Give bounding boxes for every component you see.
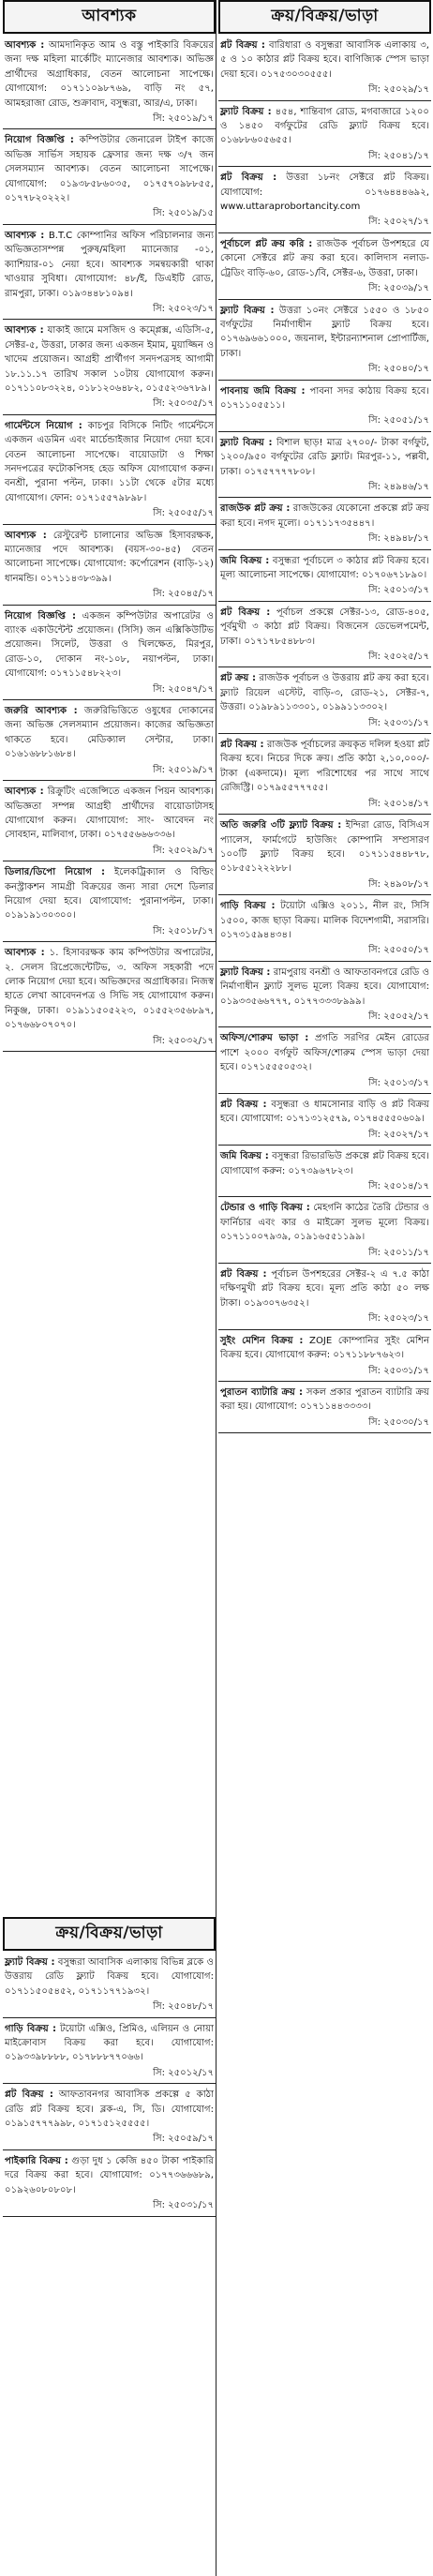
ad-body: টয়োটা এক্সিও, প্রিমিও, এলিয়ন ও নোয়া মাইক্রোবাস বিক্রয় করা হবে। যোগাযোগ: ০১৯৩৩৯৮৮৮৮, ০১৭৮৮৮৭৭০৬৬। [5, 2023, 214, 2063]
ad-separator [3, 128, 216, 129]
classified-ad [3, 527, 216, 603]
ad-reference-code: সি: ২৫০৩২/১৭ [153, 1035, 214, 1046]
ad-reference-code: সি: ২৪৯০৮/১৭ [368, 878, 429, 890]
ad-separator [218, 1329, 431, 1330]
ad-separator [218, 733, 431, 734]
ad-body: একজন কম্পিউটার অপারেটর ও ব্যাংক একাউন্টেন্ট প্রয়োজন। (সিসি) জন এক্সিকিউটিভ প্রয়োজন। সিলেট, উত্তরা ও খিলক্ষেত, মিরপুর, রোড-১০, দোকান নং-১০৮, নয়াপল্টন, ঢাকা। যোগাযোগ: ০১৭১১৫৪৮২২৩। [5, 610, 214, 680]
ad-reference-code: সি: ২৫০১৩/১৭ [368, 585, 429, 596]
classified-ad [218, 604, 431, 666]
ad-body: প্রগতি সরণির মেইন রোডের পাশে ২০০০ বর্গফুট অফিস/শোরুম স্পেস ভাড়া দেয়া হবে। ০১৭১৫৫৫০৫৩২। [220, 1033, 429, 1073]
ad-separator [218, 601, 431, 602]
ad-separator [218, 961, 431, 962]
ad-reference-code: সি: ২৫০২৭/১৭ [368, 217, 429, 228]
ad-reference-code: সি: ২৫০২৫/১৭ [368, 651, 429, 663]
ad-heading: আবশ্যক : [5, 325, 44, 337]
ad-reference-code: সি: ২৫০১৮/১৭ [153, 925, 214, 936]
ad-body: ZOJE কোম্পানির সুইং মেশিন বিক্রয় হবে। যোগাযোগ করুন: ০১৭১১৮৮৭৬২৩। [220, 1335, 430, 1361]
ad-heading: ফ্ল্যাট বিক্রয় : [220, 106, 272, 117]
ad-heading: গাড়ি বিক্রয় : [220, 901, 276, 912]
ad-reference-code: সি: ২৫০৪১/১৭ [368, 150, 429, 161]
classified-ad [218, 1332, 431, 1379]
ad-reference-code: সি: ২৪৯৪৬/১৭ [368, 481, 429, 492]
ad-body: যাকাই জামে মসজিদ ও কম্প্লেক্স, এডিসি-৫, সেক্টর-৫, উত্তরা, ঢাকার জন্য একজন ইমাম, মুয়াজ্জিন ও খাদেম প্রয়োজন। আগ্রহী প্রার্থীগণ সনদপত্রসহ আগামী ১৮.১১.১৭ তারিখ সকাল ১০টায় যোগাযোগ করুন। ০১৭১১০৮৩২২৪, ০১৮১২০৬৪৮২, ০১৫৫২৩৬৭৮৯। [5, 325, 214, 394]
ad-body: রাজউক পূর্বাচলের ক্রয়কৃত দলিল হওয়া প্লট বিক্রয় হবে। নিচের দিকে ক্রয়। প্রতি কাঠা ২,১০,০০০/- টাকা (একদামে)। মূল্য পরিশোধের পর সাথে সাথে রেজিস্ট্রি। ০১৭৯৫৫৭৭৭৫৫। [220, 740, 429, 794]
ad-body: বসুন্ধরা আবাসিক এলাকায় বিভিন্ন ব্লকে ও উত্তরায় রেডি ফ্ল্যাট বিক্রয় হবে। যোগাযোগ: ০১৭১১৫০৫৪৫২, ০১৭১১৭৭১৯৩২। [5, 1957, 214, 1997]
classified-ad [218, 1096, 431, 1143]
ad-heading: প্লট বিক্রয় : [220, 740, 264, 751]
ad-body: উত্তরা ১০নং সেক্টরে ১৫৫০ ও ১৮৫০ বর্গফুটের নির্মাণাধীন ফ্ল্যাট বিক্রয় হবে। ০১৭৬৯৬৬১০০০, জয়নাল, ইন্টারন্যাশনাল প্রোপার্টিজ, ঢাকা। [220, 305, 429, 359]
ad-reference-code: সি: ২৫০৩৫/১৭ [153, 398, 214, 410]
ad-body: টয়োটা এক্সিও ২০১১, নীল রং, সিসি ১৫০০, কাজ ছাড়া বিক্রয়। মালিক বিদেশগামী, সরাসরি। ০১৭৩১৫৯৪৪৩৪। [220, 901, 429, 940]
ad-separator [218, 1381, 431, 1382]
ad-body: ইন্দিরা রোড, বিসিএস প্যালেস, ফার্মগেটে হাউজিং কোম্পানি সম্প্রসারণ ১০০টি ফ্ল্যাট বিক্রয় হবে। ০১৭১১৫৪৪৮৭৮, ০১৮৫৫১২২২৮৮। [220, 820, 429, 875]
ad-body: ১. হিসাবরক্ষক কাম কম্পিউটার অপারেটর, ২. সেলস রিপ্রেজেন্টেটিভ, ৩. অফিস সহকারী পদে লোক নিয়োগ দেয়া হবে। অভিজ্ঞদের অগ্রাধিকার। নিজস্ব হাতে লেখা আবেদনপত্র ও সিভি সহ যোগাযোগ করুন। নিকুঞ্জ, ঢাকা। ০১৯১১৫০৫২২৩, ০১৫৫২৩৫৬৮৯৭, ০১৭৬৬৮০৭০৭০। [5, 948, 214, 1031]
classified-ad [218, 235, 431, 297]
classified-ad [3, 322, 216, 412]
ad-heading: পূর্বাচলে প্লট ক্রয় করি : [220, 238, 313, 249]
classified-ad [218, 500, 431, 547]
ad-separator [218, 100, 431, 101]
ad-reference-code: সি: ২৫০১৪/১৭ [368, 798, 429, 809]
ad-heading: ফ্ল্যাট বিক্রয় : [220, 966, 271, 978]
buy-sell-left-header: ক্রয়/বিক্রয়/ভাড়া [3, 1917, 216, 1951]
buy-sell-right-header: ক্রয়/বিক্রয়/ভাড়া [218, 0, 431, 34]
classified-ad [3, 131, 216, 221]
ad-body: রাজউকের যেকোনো প্রকল্পে প্লট ক্রয় করা হবে। নগদ মূল্যে। ০১৭১১৭৩৫৪৪৭। [220, 503, 429, 529]
ad-separator [218, 814, 431, 815]
ad-separator [3, 780, 216, 781]
buy-sell-right-ads-list [218, 34, 431, 1433]
ad-reference-code: সি: ২৫০১১/১৭ [368, 1247, 429, 1258]
ad-reference-code: সি: ২৫০৩১/১৭ [368, 1365, 429, 1376]
ad-heading: অতি জরুরি ৩টি ফ্ল্যাট বিক্রয় : [220, 820, 342, 831]
classified-ad [218, 897, 431, 959]
ad-heading: জমি বিক্রয় : [220, 555, 270, 566]
classified-ad [218, 669, 431, 731]
classified-ad [3, 417, 216, 522]
buy-sell-left-ads-list [3, 1951, 216, 2217]
buy-sell-left-section [3, 1917, 216, 2576]
ad-heading: অফিস/শোরুম ভাড়া : [220, 1033, 309, 1044]
classified-ad [3, 2020, 216, 2082]
ad-heading: প্লট বিক্রয় : [220, 1269, 267, 1281]
ad-separator [3, 1051, 216, 1052]
ad-reference-code: সি: ২৫০৫৯/১৭ [153, 2134, 214, 2145]
ad-separator [3, 941, 216, 942]
ad-reference-code: সি: ২৫০৪৫/১৭ [153, 589, 214, 600]
ad-separator [218, 666, 431, 667]
ad-reference-code: সি: ২৫০৪৮/১৭ [153, 2001, 214, 2013]
ad-separator [218, 1145, 431, 1146]
classified-ad [218, 736, 431, 812]
ad-reference-code: সি: ২৫০১২/১৭ [153, 2067, 214, 2078]
classified-ad [3, 227, 216, 317]
ad-separator [3, 524, 216, 525]
classified-ad [218, 1147, 431, 1194]
ad-heading: টেন্ডার ও গাড়ি বিক্রয় : [220, 1203, 310, 1214]
ad-body: জরুরিভিত্তিতে ওষুধের দোকানের জন্য অভিজ্ঞ সেলসম্যান প্রয়োজন। কাজের অভিজ্ঞতা থাকতে হবে। মেডিক্যাল সেন্টার, ঢাকা। ০১৬১৬৮৮১৬৮৪। [5, 706, 214, 760]
ad-body: পূর্বাচল প্রকল্পে সেক্টর-১৩, রোড-৪০৫, পূর্বমুখী ৩ কাঠা প্লট বিক্রয়। বিজনেস ডেভেলপমেন্ট, ঢাকা। ০১৭১৭৮৫৪৮৮৩। [220, 607, 429, 647]
classified-ad [3, 783, 216, 859]
classified-ad [218, 37, 431, 98]
classified-ad [3, 607, 216, 697]
classified-ad [3, 702, 216, 778]
ad-heading: রাজউক প্লট ক্রয় : [220, 503, 291, 515]
ad-heading: ফ্ল্যাট বিক্রয় : [5, 1957, 55, 1968]
classified-ad [218, 964, 431, 1026]
ad-body: ইলেকট্রিক্যাল ও বিল্ডিং কনস্ট্রাকশন সামগ্রী বিক্রয়ের জন্য সারা দেশে ডিলার নিয়োগ দেয়া হবে। যোগাযোগ: পুরানাপল্টন, ঢাকা। ০১৯১৯১৩০৩০০। [5, 867, 214, 921]
ad-reference-code: সি: ২৫০৩১/১৭ [153, 2200, 214, 2211]
ad-reference-code: সি: ২৫০২৯/১৭ [368, 84, 429, 96]
ad-heading: ফ্ল্যাট বিক্রয় : [220, 437, 273, 448]
ad-separator [218, 894, 431, 895]
ad-reference-code: সি: ২৫০১৯/১৭ [153, 113, 214, 125]
classified-ad [3, 37, 216, 127]
classified-ad [3, 2086, 216, 2148]
ad-body: রাজউক পূর্বাচল উপশহরে যে কোনো সেক্টরে প্লট ক্রয় করা হবে। কালিদাস নলাড-ট্রেডিং বাড়ি-৬০, রোড-১/বি, সেক্টর-৬, উত্তরা, ঢাকা। [220, 238, 429, 278]
ad-body: বিশাল ছাড়! মাত্র ২৭০০/- টাকা বর্গফুট, ১২০০/৯৫০ বর্গফুটের রেডি ফ্ল্যাট। মিরপুর-১১, পল্লবী, ঢাকা। ০১৭৫৭৭৭৭৮০৮। [220, 437, 429, 477]
ad-separator [218, 166, 431, 167]
ad-heading: আবশ্যক : [5, 948, 45, 959]
ad-heading: প্লট বিক্রয় : [220, 1100, 267, 1110]
ad-body: গুড়া দুধ ১ কেজি ৪৫০ টাকা পাইকারি দরে বিক্রয় করা হবে। যোগাযোগ: ০১৭৭৩৬৬৬৮৯, ০১৯২৬০৮০৮০৮। [5, 2155, 214, 2195]
ad-body: আফতাবনগর আবাসিক প্রকল্পে ৫ কাঠা রেডি প্লট বিক্রয় হবে। ব্লক-এ, সি, ডি। যোগাযোগ: ০১৯১৫৭৭৭৯৯৮, ০১৭১৫১২৫৫৫৫। [5, 2089, 214, 2130]
ad-body: রিক্রুটিং এজেন্সিতে একজন পিয়ন আবশ্যক। অভিজ্ঞতা সম্পন্ন আগ্রহী প্রার্থীদের বায়োডাটাসহ যোগাযোগ করুন। যোগাযোগ: সাং- আবেদন নং সোবহান, মালিবাগ, ঢাকা। ০১৭৫৫৬৬৬৩৩৬। [5, 786, 214, 841]
ad-reference-code: সি: ২৫০২৩/১৭ [153, 303, 214, 314]
ad-heading: নিয়োগ বিজ্ঞপ্তি : [5, 610, 76, 622]
ad-reference-code: সি: ২৫০৩৯/১৭ [368, 283, 429, 294]
wanted-section-header: আবশ্যক [3, 0, 216, 34]
ad-reference-code: সি: ২৫০৪৭/১৭ [153, 683, 214, 695]
ad-body: ৪৫৪, শান্তিবাগ রোড, মগবাজারে ১২০০ ও ১৪৫০ বর্গফুটের রেডি ফ্ল্যাট বিক্রয় হবে। ০১৬৮৮৬০৫৬৫৫। [220, 106, 429, 146]
classified-ad [218, 103, 431, 165]
ad-heading: পাবনায় জমি বিক্রয় : [220, 385, 306, 397]
ad-body: পূর্বাচল উপশহরের সেক্টর-২ এ ৭.৫ কাঠা দক্ষিণমুখী প্লট বিক্রয় হবে। মূল্য প্রতি কাঠা ৫০ লক্ষ টাকা। ০১৯৩০৭৬৩৫২। [220, 1269, 429, 1309]
ad-reference-code: সি: ২৫০২৩/১৭ [368, 1313, 429, 1325]
ad-body: সকল প্রকার পুরাতন ব্যাটারি ক্রয় করা হয়। যোগাযোগ: ০১৭১১৪৪৩৩৩৩। [220, 1386, 430, 1413]
ad-body: আমদানিকৃত আম ও বস্তু পাইকারি বিক্রয়ের জন্য দক্ষ মহিলা মার্কেটিং ম্যানেজার আবশ্যক। অভিজ্ঞ প্রার্থীদের অগ্রাধিকার, বেতন আলোচনা সাপেক্ষে। যোগাযোগ: ০১৭১১০৯৮৭৬৯, বাড়ি নং ৫৭, আমহরাজা রোড, শুক্রাবাদ, বসুন্ধরা, আর/এ, ঢাকা। [5, 40, 215, 109]
classified-ad [218, 169, 431, 231]
ad-separator [218, 1196, 431, 1197]
ad-body: মেহগনি কাঠের তৈরি টেন্ডার ও ফার্নিচার এবং কার ও মাইক্রো সুলভ মূল্যে বিক্রয়। ০১৭১১০০৭৯৩৯, ০১৯১৬৫৫১১৯৯। [220, 1203, 429, 1243]
ad-separator [218, 1432, 431, 1433]
ad-reference-code: সি: ২৫০৫২/১৭ [368, 1011, 429, 1022]
ad-separator [3, 699, 216, 700]
ad-reference-code: সি: ২৫০২৭/১৭ [368, 1129, 429, 1140]
ad-separator [218, 1026, 431, 1027]
classified-ad [218, 1384, 431, 1430]
ad-body: বারিধারা ও বসুন্ধরা আবাসিক এলাকায় ৩, ৫ ও ১০ কাঠার প্লট বিক্রয় হবে। বাণিজ্যিক স্পেস ভাড়া দেয়া হবে। ০১৭৫৩০৩০৫৫৫। [220, 40, 429, 80]
classified-ad [218, 552, 431, 599]
classified-ad [218, 434, 431, 496]
ad-separator [218, 497, 431, 498]
ad-separator [3, 2216, 216, 2217]
ad-heading: ফ্ল্যাট বিক্রয় : [220, 305, 275, 316]
ad-heading: সুইং মেশিন বিক্রয় : [220, 1335, 304, 1346]
left-column [3, 0, 216, 2576]
ad-separator [218, 1263, 431, 1264]
ad-heading: জরুরি আবশ্যক : [5, 706, 78, 717]
wanted-section [3, 0, 216, 1917]
classified-ad [3, 2152, 216, 2214]
ad-reference-code: সি: ২৫০১৯/১৭ [153, 764, 214, 775]
ad-reference-code: সি: ২৫০৪০/১৭ [368, 364, 429, 375]
ad-separator [3, 605, 216, 606]
ad-body: বসুন্ধরা ও ধামসোনার বাড়ি ও প্লট বিক্রয় হবে। যোগাযোগ: ০১৭১৩১২৫৭৯, ০১৭৪৫৫৫০৬০৯। [220, 1100, 429, 1125]
ad-heading: আবশ্যক : [5, 40, 45, 51]
ad-heading: প্লট বিক্রয় : [5, 2089, 53, 2101]
ad-separator [218, 299, 431, 300]
ad-separator [218, 380, 431, 381]
ad-reference-code: সি: ২৫০১৩/১৭ [368, 1077, 429, 1088]
ad-heading: আবশ্যক : [5, 786, 44, 798]
ad-body: উত্তরা ১৮নং সেক্টরে প্লট বিক্রয়। যোগাযোগ: ০১৭৬৪৪৪৬৯২, www.uttaraprobortancity.com [220, 172, 429, 213]
ad-heading: প্লট বিক্রয় : [220, 40, 265, 51]
ad-separator [3, 319, 216, 320]
ad-body: B.T.C কোম্পানির অফিস পরিচালনার জন্য অভিজ্ঞতাসম্পন্ন পুরুষ/মহিলা ম্যানেজার -০১, ক্যাশিয়ার-০১ নেয়া হবে। আবশ্যক সমন্বয়কারী থাকা খাওয়ার সুবিধা। যোগাযোগ: ৪৮/ই, ডিএইটি রোড, রামপুরা, ঢাকা। ০১৯৩৪৪৮১০৯৪। [5, 230, 214, 299]
ad-body: কাচপুর বিসিকে নিটিং গার্মেন্টসে একজন এডমিন এবং মার্চেন্ডাইজার নিয়োগ দেয়া হবে। বেতন আলোচনা সাপেক্ষে। বায়োডাটা ও শিক্ষা সনদপত্রের ফটোকপিসহ হেড অফিস যোগাযোগ করুন। বনশ্রী, পুরানা পল্টন, ঢাকা। ১১টা থেকে ৫টার মধ্যে যোগাযোগ। ফোন: ০১৭১৫৫৭৯৮৯৮। [5, 420, 214, 503]
ad-heading: গার্মেন্টসে নিয়োগ : [5, 420, 82, 431]
ad-separator [3, 414, 216, 415]
ad-heading: প্লট বিক্রয় : [220, 607, 271, 618]
ad-heading: আবশ্যক : [5, 230, 45, 241]
classified-ad [218, 1266, 431, 1327]
ad-body: রামপুরায় বনশ্রী ও আফতাবনগরে রেডি ও নির্মাণাধীন ফ্ল্যাট সুলভ মূল্যে বিক্রয় হবে। যোগাযোগ: ০১৯৩৩৫৬৬৭৭৭, ০১৭৭৩৩৩৮৯৯৯। [220, 966, 429, 1007]
classified-ad [3, 863, 216, 939]
ad-reference-code: সি: ২৫০৫৫/১৭ [153, 508, 214, 519]
ad-reference-code: সি: ২৫০১৯/১৫ [153, 208, 214, 219]
ad-body: বসুন্ধরা রিভারভিউ প্রকল্পে প্লট বিক্রয় হবে। যোগাযোগ করুন: ০১৭৩৯৬৭৮২৩। [220, 1151, 429, 1176]
classified-ad [218, 382, 431, 429]
ad-separator [218, 431, 431, 432]
ad-heading: আবশ্যক : [5, 530, 47, 541]
ad-heading: নিয়োগ বিজ্ঞপ্তি : [5, 135, 74, 146]
classified-ad [218, 816, 431, 892]
ad-heading: পাইকারি বিক্রয় : [5, 2155, 68, 2166]
ad-heading: ডিলার/ডিপো নিয়োগ : [5, 867, 106, 878]
right-column [218, 0, 431, 2576]
ad-body: বসুন্ধরা পূর্বাচলে ৩ কাঠার প্লট বিক্রয় হবে। মূল্য আলোচনা সাপেক্ষে। যোগাযোগ: ০১৭০৬৭১৮৯০। [220, 555, 429, 580]
buy-sell-right-section [218, 0, 431, 2576]
ad-separator [3, 2017, 216, 2018]
classified-ad [218, 1199, 431, 1261]
ad-separator [3, 224, 216, 225]
ad-separator [3, 2149, 216, 2150]
ad-heading: পুরাতন ব্যাটারি ক্রয় : [220, 1386, 304, 1398]
ad-body: রেস্টুরেন্ট চালানোর অভিজ্ঞ হিসাবরক্ষক, ম্যানেজার পদে আবশ্যক। (বয়স-৩০-৪৫) বেতন আলোচনা সাপেক্ষে। যোগাযোগ: কর্পোরেশন (বাড়ি-১২) ধানমন্ডি। ০১৭১১৪৩৮৩৯৯। [5, 530, 214, 584]
ad-separator [218, 232, 431, 233]
classified-ad [218, 1029, 431, 1091]
ad-separator [3, 2083, 216, 2084]
ad-reference-code: সি: ২৫০৫০/১৭ [368, 945, 429, 956]
wanted-ads-list [3, 34, 216, 1052]
classified-ad [3, 1954, 216, 2015]
classified-ad [218, 302, 431, 378]
ad-body: পাবনা সদর কাঠায় বিক্রয় হবে। ০১৭১১০৫৫১১। [220, 385, 429, 411]
ad-heading: প্লট বিক্রয় : [220, 172, 277, 184]
ad-separator [218, 1093, 431, 1094]
ad-reference-code: সি: ২৫০৩০/১৭ [368, 1416, 429, 1428]
ad-reference-code: সি: ২৫০৩১/১৭ [368, 717, 429, 728]
ad-separator [218, 549, 431, 550]
ad-body: রাজউক পূর্বাচল ও উত্তরায় প্লট ক্রয় করা হবে। ফ্ল্যাট রিয়েল এস্টেট, বাড়ি-৩, রোড-২১, সেক্টর-৭, উত্তরা। ০১৯৮৯১১৩৩০১, ০১৯৯১১৩৩০২। [220, 673, 429, 713]
ad-reference-code: সি: ২৫০৫১/১৭ [368, 415, 429, 427]
ad-body: কম্পিউটার জেনারেল টাইপ কাজে অভিজ্ঞ সার্ভিস সহায়ক ফ্রেসার জন্য দক্ষ ৩/৭ জন সেলসম্যান আবশ্যক। বেতন আলোচনা সাপেক্ষে। যোগাযোগ: ০১৯৩৮৫৮৬০৩৫, ০১৭৫৭০৯৮৮৫৫, ০১৭৭৮২০২২২। [5, 135, 215, 204]
ad-reference-code: সি: ২৫০১৪/১৭ [368, 1181, 429, 1192]
classified-ad [3, 944, 216, 1049]
ad-heading: জমি বিক্রয় : [220, 1151, 269, 1162]
ad-reference-code: সি: ২৫০২৯/১৭ [153, 845, 214, 856]
ad-heading: গাড়ি বিক্রয় : [5, 2023, 57, 2034]
ad-heading: প্লট ক্রয় : [220, 673, 257, 684]
ad-reference-code: সি: ২৪৯৪৮/১৭ [368, 533, 429, 545]
